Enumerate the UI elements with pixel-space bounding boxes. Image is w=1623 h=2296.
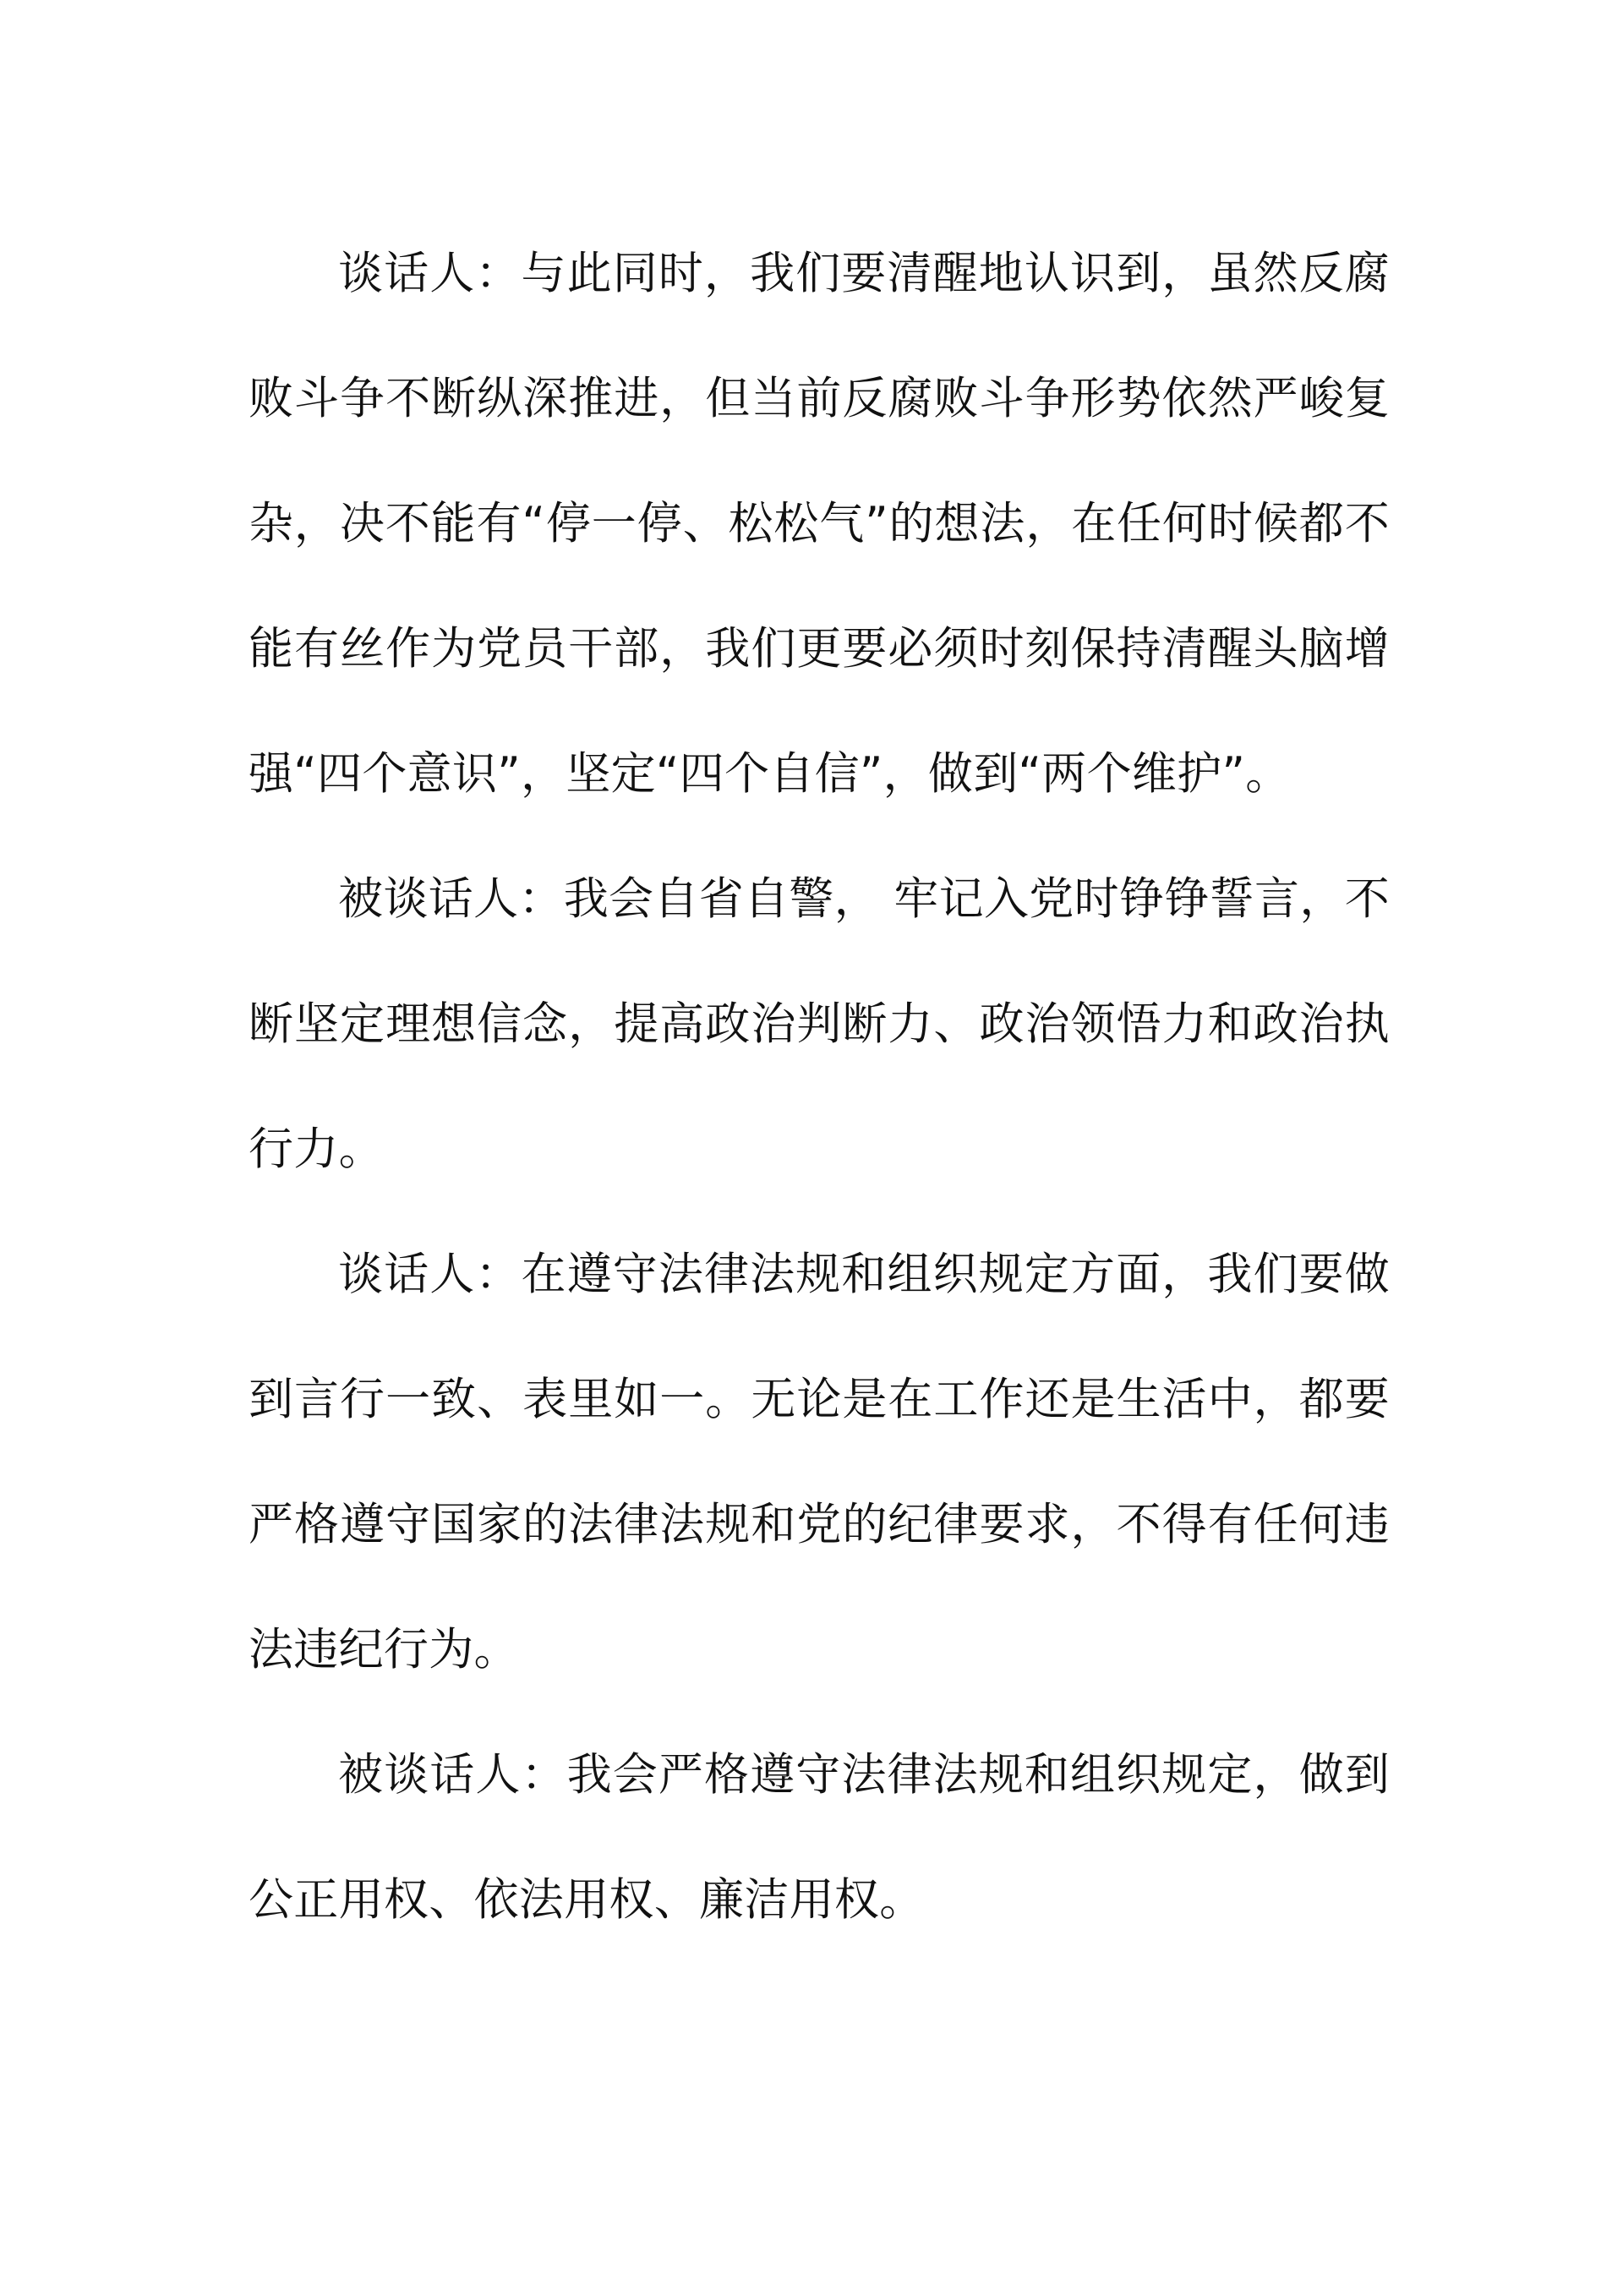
paragraph-speaker-2: 谈话人：在遵守法律法规和组织规定方面，我们要做到言行一致、表里如一。无论是在工作还是生活中，都要严格遵守国家的法律法规和党的纪律要求，不得有任何违法违纪行为。	[249, 1249, 1390, 1676]
paragraph-respondent-1: 被谈话人：我会自省自警， 牢记入党时铮铮誓言，不断坚定理想信念，提高政治判断力、政治领悟力和政治执行力。	[249, 873, 1390, 1175]
document-body	[249, 211, 1390, 1963]
paragraph-respondent-2: 被谈话人：我会严格遵守法律法规和组织规定，做到公正用权、依法用权、廉洁用权。	[249, 1749, 1390, 1926]
paragraph-speaker-1: 谈话人：与此同时，我们要清醒地认识到，虽然反腐败斗争不断纵深推进，但当前反腐败斗争形势依然严峻复杂，决不能有“停一停、松松气”的想法，在任何时候都不能有丝作为党员干部，我们更要必须时刻保持清醒头脑增强“四个意识”，坚定“四个自信”，做到“两个维护”。	[249, 248, 1390, 800]
